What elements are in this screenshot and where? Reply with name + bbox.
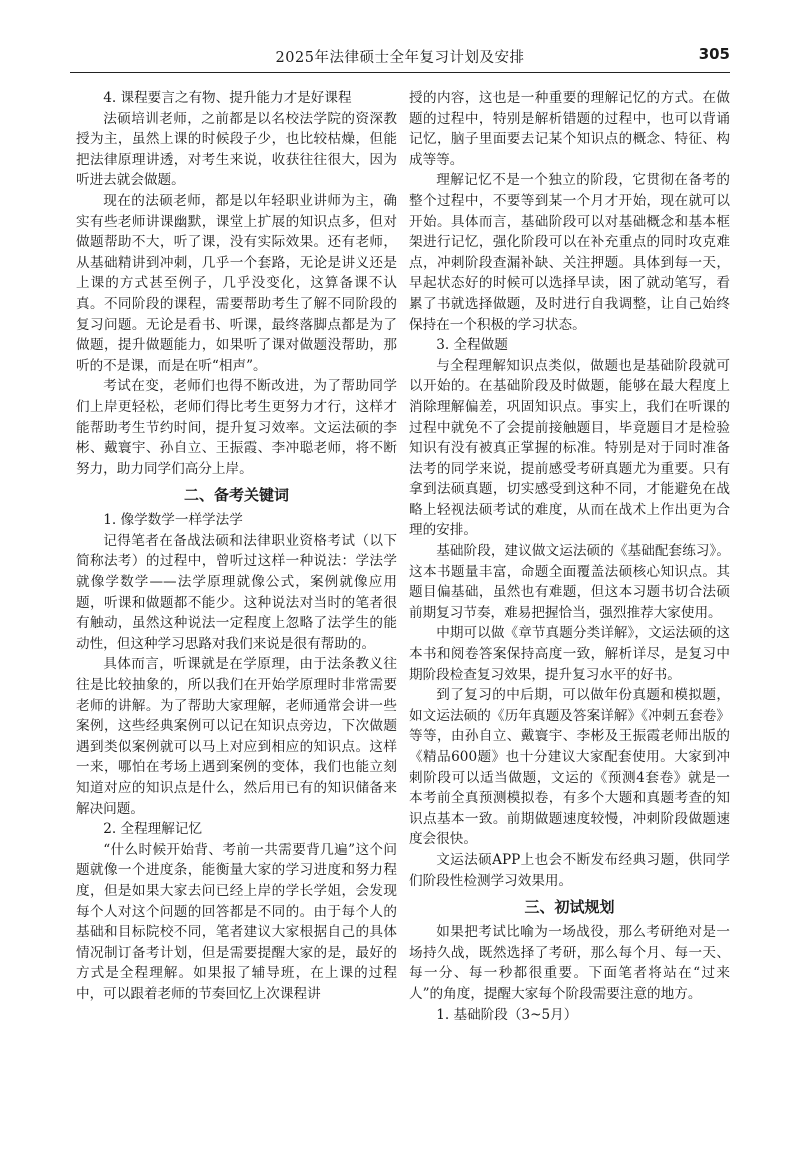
paragraph: 授的内容，这也是一种重要的理解记忆的方式。在做题的过程中，特别是解析错题的过程中，也可以背诵记忆，脑子里面要去记某个知识点的概念、特征、构成等等。 [409,90,730,168]
section-heading: 二、备考关键词 [183,486,289,505]
subsection-heading: 3. 全程做题 [436,337,508,354]
paragraph: 理解记忆不是一个独立的阶段，它贯彻在备考的整个过程中，不要等到某一个月才开始，现在就可以开始。具体而言，基础阶段可以对基础概念和基本框架进行记忆，强化阶段可以在补充重点的同时攻克难点，冲刺阶段查漏补缺、关注押题。具体到每一天，早起状态好的时候可以选择早读，困了就动笔写，看累了书就选择做题，及时进行自我调整，让自己始终保持在一个积极的学习状态。 [409,172,730,333]
paragraph: 具体而言，听课就是在学原理，由于法条教义往往是比较抽象的，所以我们在开始学原理时非常需要老师的讲解。为了帮助大家理解，老师通常会讲一些案例，这些经典案例可以记在知识点旁边，下次做题遇到类似案例就可以马上对应到相应的知识点。这样一来，哪怕在考场上遇到案例的变体，我们也能立刻知道对应的知识点是什么，然后用已有的知识储备来解决问题。 [76,656,397,817]
paragraph: 基础阶段，建议做文运法硕的《基础配套练习》。这本书题量丰富，命题全面覆盖法硕核心知识点。其题目偏基础，虽然也有难题，但这本习题书切合法硕前期复习节奏，难易把握恰当，强烈推荐大家使用。 [409,543,730,621]
paragraph: 文运法硕APP上也会不断发布经典习题，供同学们阶段性检测学习效果用。 [409,851,730,889]
page-header [70,38,730,73]
running-title: 2025年法律硕士全年复习计划及安排 [275,50,525,66]
section-heading: 三、初试规划 [524,898,615,917]
paragraph: 如果把考试比喻为一场战役，那么考研绝对是一场持久战，既然选择了考研，那么每个月、每一天、每一分、每一秒都很重要。下面笔者将站在“过来人”的角度，提醒大家每个阶段需要注意的地方。 [409,924,730,1002]
page-number: 305 [698,45,730,63]
paragraph: 法硕培训老师，之前都是以名校法学院的资深教授为主，虽然上课的时候段子少，也比较枯燥，但能把法律原理讲透，对考生来说，收获往往很大，因为听进去就会做题。 [76,110,397,189]
left-column [76,88,397,1005]
paragraph: 与全程理解知识点类似，做题也是基础阶段就可以开始的。在基础阶段及时做题，能够在最大程度上消除理解偏差，巩固知识点。事实上，我们在听课的过程中就免不了会提前接触题目，毕竟题目才是检验知识有没有被真正掌握的标准。特别是对于同时准备法考的同学来说，提前感受考研真题尤为重要。只有拿到法硕真题，切实感受到这种不同，才能避免在战略上轻视法硕考试的难度，从而在战术上作出更为合理的安排。 [409,357,730,539]
subsection-heading: 1. 基础阶段（3~5月） [436,1006,578,1023]
subsection-heading: 4. 课程要言之有物、提升能力才是好课程 [103,90,352,106]
paragraph: 现在的法硕老师，都是以年轻职业讲师为主，确实有些老师讲课幽默，课堂上扩展的知识点多，但对做题帮助不大，听了课，没有实际效果。还有老师，从基础精讲到冲刺，几乎一个套路，无论是讲义还是上课的方式甚至例子，几乎没变化，这算备课不认真。不同阶段的课程，需要帮助考生了解不同阶段的复习问题。无论是看书、听课，最终落脚点都是为了做题，提升做题能力，如果听了课对做题没帮助，那听的不是课，而是在听“相声”。 [76,192,397,374]
subsection-heading: 2. 全程理解记忆 [103,821,203,838]
paragraph: 考试在变，老师们也得不断改进，为了帮助同学们上岸更轻松，老师们得比考生更努力才行，这样才能帮助考生节约时间，提升复习效率。文运法硕的李彬、戴寰宇、孙自立、王振霞、李冲聪老师，将不断努力，助力同学们高分上岸。 [76,378,397,477]
paragraph: 到了复习的中后期，可以做年份真题和模拟题，如文运法硕的《历年真题及答案详解》《冲刺五套卷》等等，由孙自立、戴寰宇、李彬及王振霞老师出版的《精品600题》也十分建议大家配套使用。大家到冲刺阶段可以适当做题，文运的《预测4套卷》就是一本考前全真预测模拟卷，有多个大题和真题考查的知识点基本一致。前期做题速度较慢，冲刺阶段做题速度会很快。 [409,687,730,848]
paragraph: “什么时候开始背、考前一共需要背几遍”这个问题就像一个进度条，能衡量大家的学习进度和努力程度，但是如果大家去问已经上岸的学长学姐，会发现每个人对这个问题的回答都是不同的。由于每个人的基础和目标院校不同，笔者建议大家根据自己的具体情况制订备考计划，但是需要提醒大家的是，最好的方式是全程理解。如果报了辅导班，在上课的过程中，可以跟着老师的节奏回忆上次课程讲 [76,841,397,1002]
paragraph: 记得笔者在备战法硕和法律职业资格考试（以下简称法考）的过程中，曾听过这样一种说法：学法学就像学数学——法学原理就像公式，案例就像应用题，听课和做题都不能少。这种说法对当时的笔者很有触动，虽然这种说法一定程度上忽略了法学生的能动性，但这种学习思路对我们来说是很有帮助的。 [76,532,397,652]
right-column [409,88,730,1025]
paragraph: 中期可以做《章节真题分类详解》，文运法硕的这本书和阅卷答案保持高度一致，解析详尽，是复习中期阶段检查复习效果，提升复习水平的好书。 [409,625,730,683]
subsection-heading: 1. 像学数学一样学法学 [103,512,243,529]
